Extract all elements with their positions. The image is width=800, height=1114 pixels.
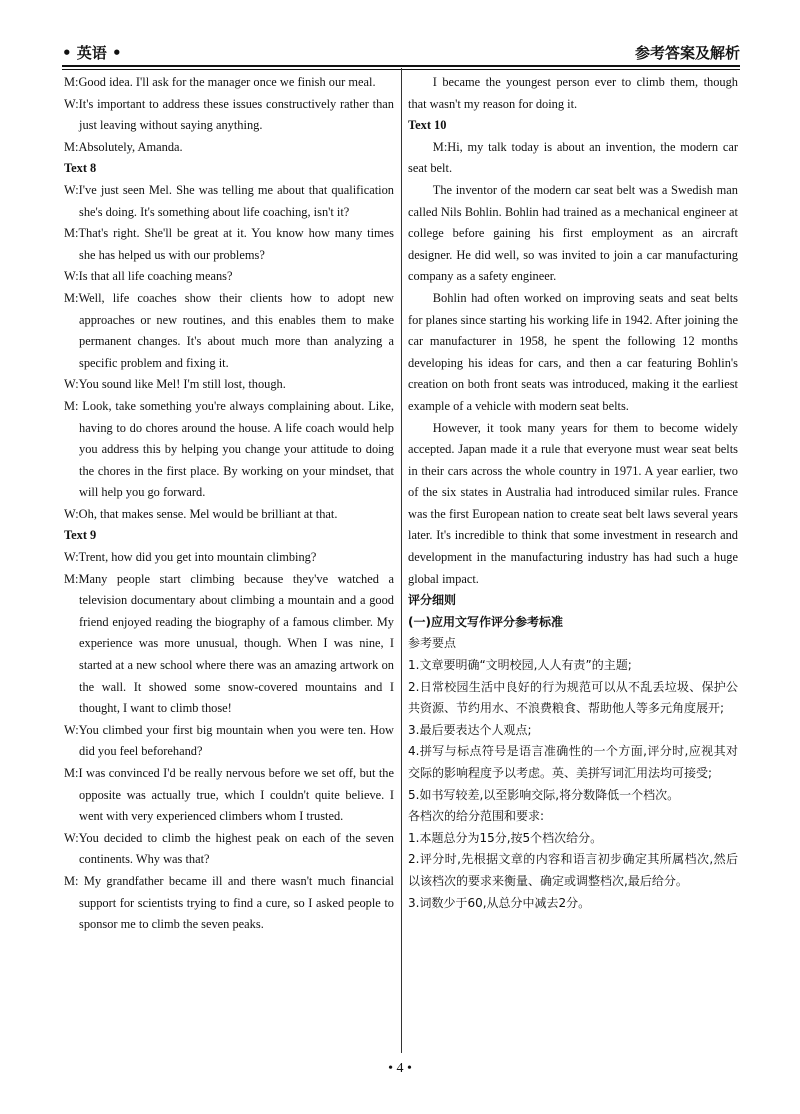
dialogue-line: W:Oh, that makes sense. Mel would be brilliant at that. bbox=[64, 506, 338, 521]
page-number: • 4 • bbox=[388, 1061, 412, 1076]
dialogue-line: M:Well, life coaches show their clients how to adopt new approaches or new routines, and this enables them to make permanent changes. It's about much more than analyzing a specific problem and fixing it. bbox=[64, 290, 394, 370]
scoring-item: 参考要点 bbox=[408, 636, 457, 651]
scoring-item: 5.如书写较差,以至影响交际,将分数降低一个档次。 bbox=[408, 787, 680, 802]
scoring-item: 1.文章要明确“文明校园,人人有责”的主题; bbox=[408, 658, 632, 673]
scoring-item: 各档次的给分范围和要求: bbox=[408, 809, 545, 824]
dialogue-line: W:I've just seen Mel. She was telling me about that qualification she's doing. It's something about life coaching, isn't it? bbox=[64, 182, 394, 219]
left-column bbox=[64, 72, 394, 936]
dialogue-line: M:That's right. She'll be great at it. You know how many times she has helped us with our problems? bbox=[64, 226, 394, 262]
paragraph: M:Hi, my talk today is about an invention, the modern car seat belt. bbox=[408, 139, 738, 176]
paragraph: The inventor of the modern car seat belt was a Swedish man called Nils Bohlin. Bohlin had trained as a mechanical engineer at college before gaining his first employment as an aircraft designer. He did well, so was invited to join a car manufacturing company as a safety engineer. bbox=[408, 182, 738, 284]
scoring-item: 4.拼写与标点符号是语言准确性的一个方面,评分时,应视其对交际的影响程度予以考虑。英、美拼写词汇用法均可接受; bbox=[408, 744, 738, 780]
header-rule-thick bbox=[62, 65, 740, 67]
dialogue-line: W:Is that all life coaching means? bbox=[64, 269, 233, 284]
dialogue-line: M:I was convinced I'd be really nervous before we set off, but the opposite was actually true, which I couldn't quite believe. I went with very experienced climbers whom I trusted. bbox=[64, 766, 394, 824]
right-column bbox=[408, 72, 738, 914]
dialogue-line: W:You sound like Mel! I'm still lost, though. bbox=[64, 377, 286, 392]
dialogue-line: W:You climbed your first big mountain when you were ten. How did you feel beforehand? bbox=[64, 722, 394, 759]
scoring-item: 2.评分时,先根据文章的内容和语言初步确定其所属档次,然后以该档次的要求来衡量、确定或调整档次,最后给分。 bbox=[408, 852, 738, 888]
scoring-item: 3.词数少于60,从总分中减去2分。 bbox=[408, 895, 591, 910]
dialogue-line: M:Good idea. I'll ask for the manager once we finish our meal. bbox=[64, 75, 376, 89]
dialogue-line: M: My grandfather became ill and there wasn't much financial support for scientists trying to find a cure, so I asked people to sponsor me to climb the seven peaks. bbox=[64, 873, 394, 932]
scoring-item: 3.最后要表达个人观点; bbox=[408, 722, 532, 737]
dialogue-line: W:It's important to address these issues constructively rather than just leaving without saying anything. bbox=[64, 96, 394, 133]
page-header bbox=[62, 40, 740, 66]
paragraph-continued: I became the youngest person ever to climb them, though that wasn't my reason for doing it. bbox=[408, 75, 738, 111]
subject-label: • 英语 • bbox=[62, 44, 122, 62]
section-title: 参考答案及解析 bbox=[634, 44, 740, 62]
section-heading: 评分细则 bbox=[408, 593, 457, 608]
dialogue-line: M:Absolutely, Amanda. bbox=[64, 139, 183, 154]
section-heading: Text 9 bbox=[64, 528, 97, 543]
paragraph: However, it took many years for them to become widely accepted. Japan made it a rule that everyone must wear seat belts in their cars across the whole country in 1971. A year earlier, two of the six states in Australia had introduced similar rules. France was the first European nation to create seat belt laws several years later. It's incredible to think that some investment in research and development in the manufacturing industry has had such a huge global impact. bbox=[408, 420, 738, 586]
dialogue-line: W:You decided to climb the highest peak on each of the seven continents. Why was that? bbox=[64, 830, 394, 867]
paragraph: Bohlin had often worked on improving seats and seat belts for planes since starting his working life in 1942. After joining the car manufacturer in 1958, he spent the following 12 months developing his ideas for cars, and then a car featuring Bohlin's creation on both front seats was introduced, making it the earliest example of a vehicle with modern seat belts. bbox=[408, 290, 738, 413]
section-heading: (一)应用文写作评分参考标准 bbox=[408, 614, 563, 629]
dialogue-line: M:Many people start climbing because they've watched a television documentary about climbing a mountain and a good friend enjoyed reading the biography of a famous climber. My experience was more unusual, though. When I was nine, I started at a new school where there was an amazing artwork on the wall. It showed some snow-covered mountains and I thought, I want to climb those! bbox=[64, 571, 394, 716]
section-heading: Text 8 bbox=[64, 161, 97, 176]
dialogue-line: M: Look, take something you're always complaining about. Like, having to do chores around the house. A life coach would help you address this by helping you change your attitude to doing the chores in the first place. By working on your mindset, that will help you go forward. bbox=[64, 398, 394, 500]
dialogue-line: W:Trent, how did you get into mountain climbing? bbox=[64, 550, 317, 565]
section-heading: Text 10 bbox=[408, 118, 447, 133]
scoring-item: 1.本题总分为15分,按5个档次给分。 bbox=[408, 830, 603, 845]
column-divider bbox=[401, 68, 402, 1053]
scoring-item: 2.日常校园生活中良好的行为规范可以从不乱丢垃圾、保护公共资源、节约用水、不浪费粮食、帮助他人等多元角度展开; bbox=[408, 679, 738, 716]
